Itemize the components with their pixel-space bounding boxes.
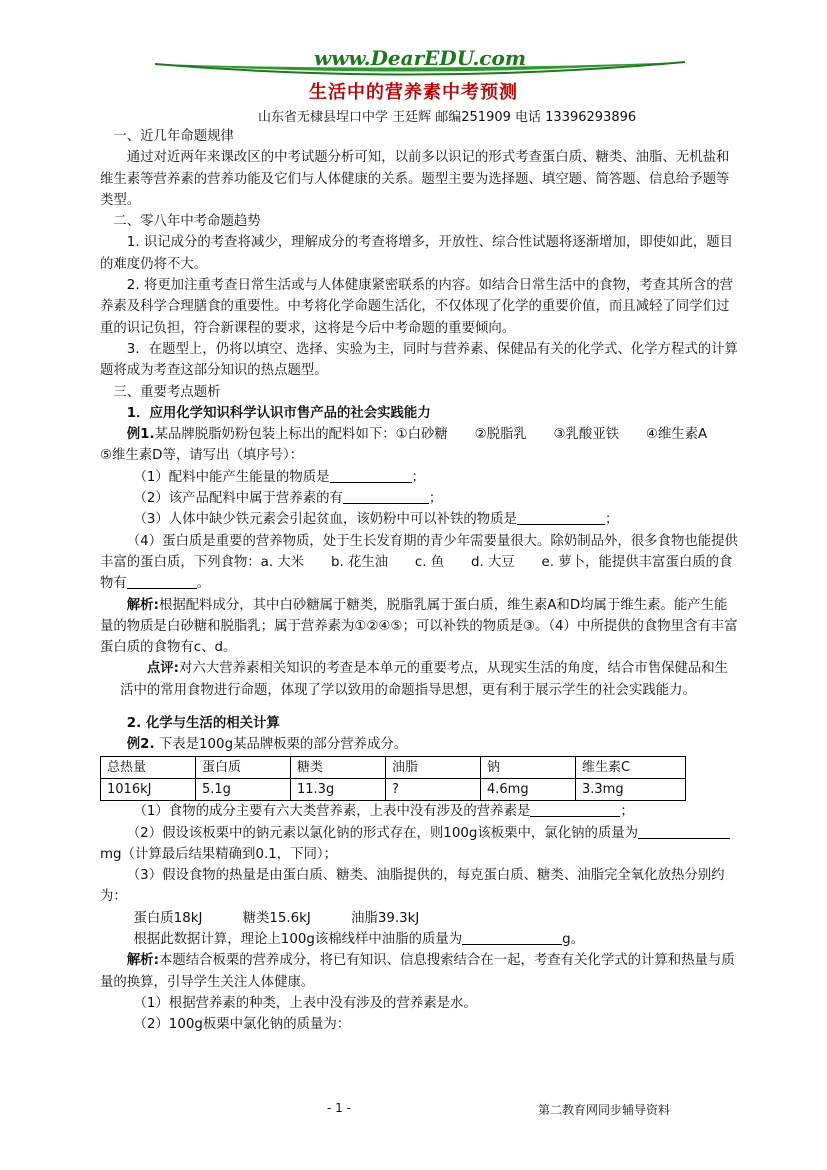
answer-blank[interactable] — [638, 824, 730, 839]
site-logo-text[interactable]: www.DearEDU.com — [313, 46, 526, 70]
section-2-heading: 二、零八年中考命题趋势 — [113, 214, 261, 230]
section-3-subheading-1: 1．应用化学知识科学认识市售产品的社会实践能力 — [126, 405, 431, 421]
comment-text: 对六大营养素相关知识的考查是本单元的重要考点，从现实生活的角度，结合市售保健品和生活中的常用食物进行命题，体现了学以致用的命题指导思想，更有利于展示学生的社会实践能力。 — [120, 661, 729, 698]
table-header-cell: 糖类 — [291, 756, 386, 778]
section-3-subheading-2: 2. 化学与生活的相关计算 — [126, 716, 280, 732]
footer-source: 第二教育网同步辅导资料 — [538, 1103, 671, 1117]
question-end: ； — [411, 469, 425, 485]
example-2-heat-values: 蛋白质18kJ 糖类15.6kJ 油脂39.3kJ — [133, 910, 420, 926]
analysis-label: 解析: — [126, 953, 159, 969]
example-1-question-3 — [100, 509, 740, 530]
table-header-cell: 总热量 — [101, 756, 196, 778]
example-2-answer-2: （2）100g板栗中氯化钠的质量为： — [133, 1017, 351, 1033]
page-number: - 1 - — [327, 1101, 351, 1115]
nutrition-table — [100, 756, 686, 802]
section-1-heading: 一、近几年命题规律 — [113, 129, 234, 144]
example-2-question-2 — [100, 823, 740, 866]
question-text: （1）配料中能产生能量的物质是 — [133, 469, 330, 485]
answer-blank[interactable] — [127, 574, 197, 589]
question-text: （1）食物的成分主要有六大类营养素，上表中没有涉及的营养素是 — [133, 804, 531, 820]
question-text: 根据此数据计算，理论上100g该棉线样中油脂的质量为 — [133, 931, 463, 947]
question-text: （4）蛋白质是重要的营养物质，处于生长发育期的青少年需要量很大。除奶制品外，很多食物也能提供丰富的蛋白质，下列食物：a. 大米 b. 花生油 c. 鱼 d. 大豆 e. 萝卜，能提供丰富蛋白质的食物有 — [100, 533, 738, 592]
question-text: （2）假设该板栗中的钠元素以氯化钠的形式存在，则100g该板栗中，氯化钠的质量为 — [126, 825, 639, 841]
section-1-body: 通过对近两年来课改区的中考试题分析可知，以前多以识记的形式考查蛋白质、糖类、油脂、无机盐和维生素等营养素的营养功能及它们与人体健康的关系。题型主要为选择题、填空题、简答题、信息给予题等类型。 — [100, 150, 730, 208]
analysis-text: 本题结合板栗的营养成分，将已有知识、信息搜索结合在一起，考查有关化学式的计算和热量与质量的换算，引导学生关注人体健康。 — [100, 953, 735, 990]
analysis-text: 根据配料成分，其中白砂糖属于糖类，脱脂乳属于蛋白质，维生素A和D均属于维生素。能产生能量的物质是白砂糖和脱脂乳；属于营养素为①②④⑤；可以补铁的物质是③。（4）中所提供的食物里含有丰富蛋白质的食物有c、d。 — [100, 597, 738, 656]
page-title: 生活中的营养素中考预测 — [309, 82, 518, 103]
example-1-question-1 — [100, 467, 740, 488]
table-header-cell: 维生素C — [576, 756, 686, 778]
table-header-cell: 油脂 — [386, 756, 481, 778]
answer-blank[interactable] — [462, 930, 562, 945]
comment-label: 点评: — [146, 661, 180, 677]
example-2-question-1 — [100, 801, 740, 822]
example-2-label: 例2. — [126, 737, 155, 753]
table-cell: 4.6mg — [481, 778, 576, 800]
example-1-label: 例1. — [126, 427, 155, 443]
example-2-question-3: （3）假设食物的热量是由蛋白质、糖类、油脂提供的，每克蛋白质、糖类、油脂完全氧化放热分别约为： — [100, 868, 725, 905]
table-header-cell: 蛋白质 — [196, 756, 291, 778]
answer-blank[interactable] — [530, 802, 620, 817]
example-1-question-4 — [100, 531, 740, 595]
question-end: ； — [604, 512, 619, 528]
question-end: 。 — [196, 576, 211, 592]
example-2-analysis — [100, 950, 740, 993]
table-cell: 5.1g — [196, 778, 291, 800]
example-1-text: 某品牌脱脂奶粉包装上标出的配料如下：①白砂糖 ②脱脂乳 ③乳酸亚铁 ④维生素A ⑤维生素D等，请写出（填序号）： — [100, 427, 735, 464]
question-end: ； — [428, 491, 443, 507]
example-1-comment — [100, 658, 740, 701]
example-1-stem — [100, 424, 740, 467]
table-cell: ? — [386, 778, 481, 800]
author-line: 山东省无棣县埕口中学 王廷辉 邮编251909 电话 13396293896 — [258, 110, 637, 125]
table-row — [101, 778, 686, 800]
question-end: g。 — [562, 931, 585, 947]
answer-blank[interactable] — [343, 489, 429, 504]
example-1-analysis — [100, 595, 740, 659]
example-1-question-2 — [100, 488, 740, 509]
example-2-stem — [100, 734, 740, 755]
table-cell: 11.3g — [291, 778, 386, 800]
section-2-point-1: 1. 识记成分的考查将减少，理解成分的考查将增多，开放性、综合性试题将逐渐增加，即使如此，题目的难度仍将不大。 — [100, 235, 734, 272]
table-cell: 1016kJ — [101, 778, 196, 800]
example-2-text: 下表是100g某品牌板栗的部分营养成分。 — [154, 737, 408, 753]
example-2-question-3-ask — [100, 929, 740, 950]
question-text: （2）该产品配料中属于营养素的有 — [133, 491, 343, 507]
question-end: ； — [620, 804, 634, 820]
section-2-point-3: 3．在题型上，仍将以填空、选择、实验为主，同时与营养素、保健品有关的化学式、化学方程式的计算题将成为考查这部分知识的热点题型。 — [100, 341, 738, 379]
document-body — [100, 126, 740, 1035]
analysis-label: 解析: — [126, 597, 159, 613]
question-text: （3）人体中缺少铁元素会引起贫血，该奶粉中可以补铁的物质是 — [133, 512, 517, 528]
section-3-heading: 三、重要考点题析 — [113, 384, 221, 400]
section-2-point-2: 2. 将更加注重考查日常生活或与人体健康紧密联系的内容。如结合日常生活中的食物，考查其所含的营养素及科学合理膳食的重要性。中考将化学命题生活化，不仅体现了化学的重要价值，而且减轻了同学们过重的识记负担，符合新课程的要求，这将是今后中考命题的重要倾向。 — [100, 278, 734, 336]
table-cell: 3.3mg — [576, 778, 686, 800]
question-end: mg（计算最后结果精确到0.1，下同）； — [100, 846, 337, 862]
table-header-cell: 钠 — [481, 756, 576, 778]
table-header-row — [101, 756, 686, 778]
example-2-answer-1: （1）根据营养素的种类，上表中没有涉及的营养素是水。 — [133, 995, 477, 1011]
answer-blank[interactable] — [330, 468, 412, 483]
answer-blank[interactable] — [517, 510, 605, 525]
